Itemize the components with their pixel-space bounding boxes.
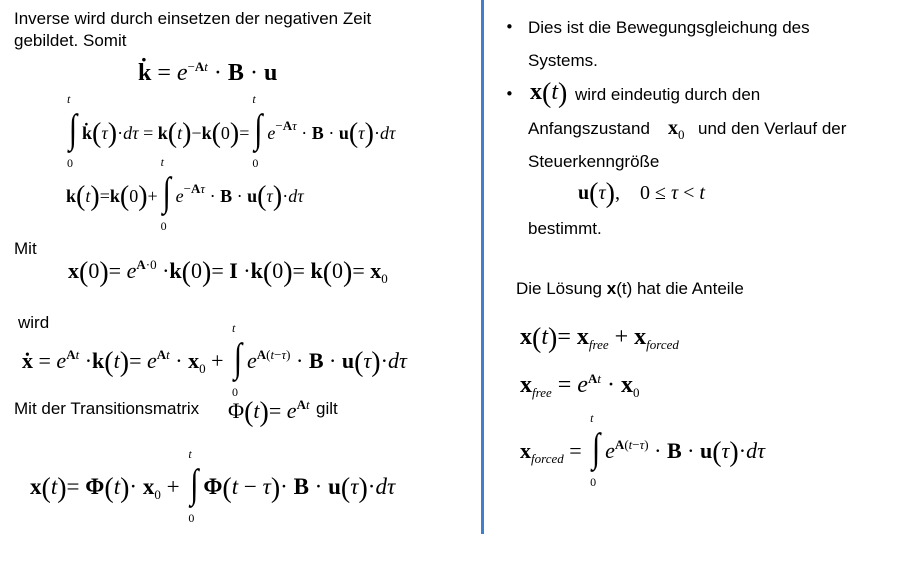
bullet-2-line-3: Steuerkenngröße [528,152,660,171]
equation-k-t: k(t)=k(0)+ t ∫ 0 $e^{-A\tau} \cdot B \cdot u(\tau)\cdot d\tau$ [66,155,304,233]
math-x-t: x(t) [530,78,568,109]
bullet-2-marker: • [505,85,514,103]
equation-x-t-phi: $x(t)= \Phi(t)\cdot x_0$ + t ∫ 0 Φ(t − τ)· B · u(τ)·dτ [30,447,396,525]
intro-line-1: Inverse wird durch einsetzen der negativen Zeit [14,9,372,28]
bullet-1-marker: • [505,18,514,36]
bullet-1-line-1: Dies ist die Bewegungsgleichung des [528,18,810,37]
equation-phi-def: $\Phi(t)= e^{At}$ [228,397,310,428]
equation-x-free: $x_{free} = e^{At} \cdot x_0$ [520,371,640,400]
math-x0: $x_0$ [668,117,685,142]
equation-k-dot: k̇ = $e^{-At} \cdot B \cdot u$ [138,59,278,86]
math-u-tau-range: u(τ), 0 ≤ τ < t [578,178,705,209]
label-wird: wird [18,313,50,332]
column-divider [481,0,484,534]
solution-heading [516,278,744,300]
solution-post: (t) hat die Anteile [616,279,744,298]
label-transition-post: gilt [316,399,338,418]
bullet-1-line-2: Systems. [528,51,598,70]
equation-integral-k: t ∫ 0 k̇(τ)·dτ = k(t)−k(0)= t ∫ 0 $e^{-A\tau} \cdot B \cdot u(\tau)\cdot d\tau$ [67,92,396,170]
bullet-2-line-1: wird eindeutig durch den [575,85,761,104]
bullet-2-line-2b: und den Verlauf der [698,119,847,138]
equation-x-forced: $x_{forced}$ = t ∫ 0 $e^{A(t-\tau)} \cdot B \cdot u(\tau)\cdot d\tau$ [520,411,765,489]
solution-bold: x [606,279,617,298]
equation-x-free-forced: $x(t)= x_{free} + x_{forced}$ [520,323,679,354]
label-mit: Mit [14,239,37,258]
solution-pre: Die Lösung [516,279,607,298]
label-transition-pre: Mit der Transitionsmatrix [14,399,200,418]
equation-x0: $x(0)= e^{A\cdot 0} \cdot k(0)= I \cdot k(0)= k(0)= x_0$ [68,257,388,288]
bullet-2-line-4: bestimmt. [528,219,602,238]
intro-line-2: gebildet. Somit [14,31,127,50]
bullet-2-line-2: Anfangszustand [528,119,650,138]
equation-x-dot: ẋ = $e^{At} \cdot k(t)= e^{At} \cdot x_0$ + t ∫ 0 $e^{A(t-\tau)} \cdot B \cdot u(\tau)\cdot d\tau$ [22,321,407,399]
